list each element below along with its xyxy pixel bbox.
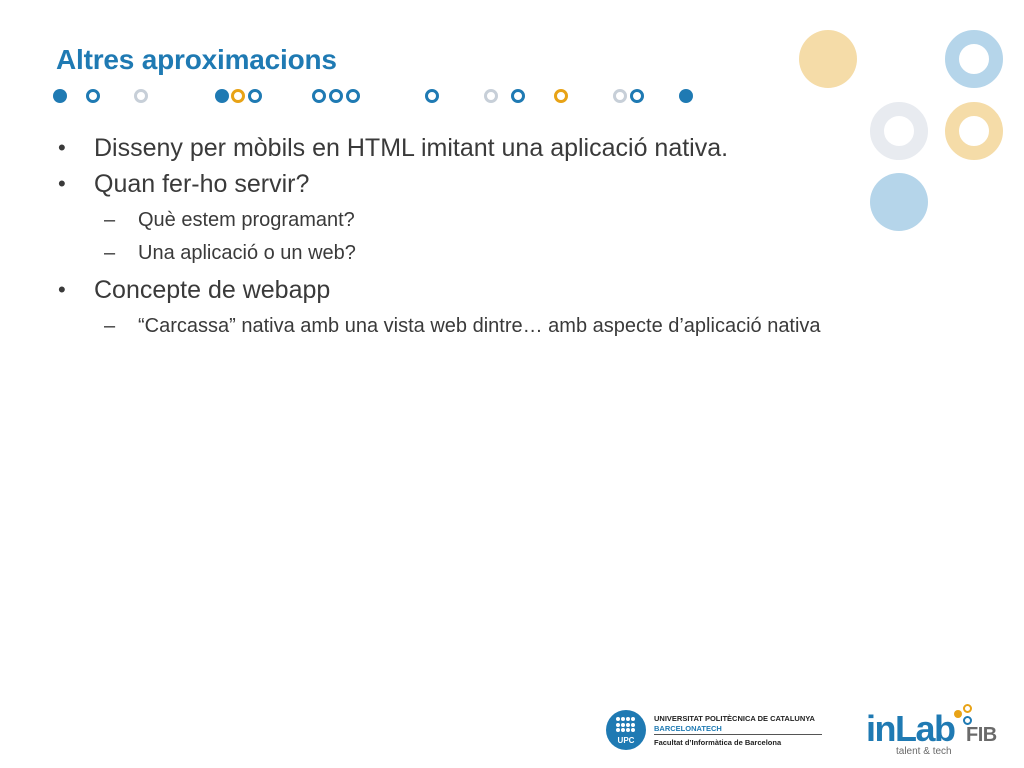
upc-university-name: UNIVERSITAT POLITÈCNICA DE CATALUNYA xyxy=(654,714,815,723)
bullet-item: • Disseny per mòbils en HTML imitant una aplicació nativa. xyxy=(56,130,856,166)
inlab-logo-block xyxy=(866,704,1016,760)
upc-logo-icon xyxy=(606,710,646,750)
dot-decoration xyxy=(346,89,360,103)
circle-decoration xyxy=(945,102,1003,160)
circle-decoration xyxy=(870,102,928,160)
inlab-wordmark xyxy=(866,708,955,750)
dot-decoration xyxy=(425,89,439,103)
sub-bullet-item: – Una aplicació o un web? xyxy=(56,239,838,268)
dot-decoration xyxy=(215,89,229,103)
dot-decoration xyxy=(86,89,100,103)
dot-decoration xyxy=(554,89,568,103)
fib-wordmark: FIB xyxy=(966,724,997,746)
dot-decoration xyxy=(312,89,326,103)
dot-decoration xyxy=(134,89,148,103)
dot-decoration xyxy=(53,89,67,103)
circle-decoration xyxy=(945,30,1003,88)
slide-title: Altres aproximacions xyxy=(56,44,337,75)
inlab-in: in xyxy=(866,708,895,749)
sub-bullet-item: – Què estem programant? xyxy=(56,206,838,235)
upc-divider xyxy=(654,734,822,735)
bullet-item: • Quan fer-ho servir? xyxy=(56,166,856,202)
upc-faculty-name: Facultat d’Informàtica de Barcelona xyxy=(654,738,782,747)
dot-decoration xyxy=(484,89,498,103)
dot-decoration xyxy=(511,89,525,103)
circle-decoration xyxy=(870,173,928,231)
slide-body xyxy=(56,130,856,341)
dot-decoration xyxy=(231,89,245,103)
upc-barcelonatech: BARCELONATECH xyxy=(654,724,722,733)
bullet-item: • Concepte de webapp xyxy=(56,272,856,308)
upc-logo-block xyxy=(606,710,821,754)
upc-badge-text: UPC xyxy=(617,736,635,745)
dot-decoration xyxy=(954,710,962,718)
dot-decoration xyxy=(630,89,644,103)
inlab-lab: Lab xyxy=(895,708,955,749)
dot-decoration xyxy=(963,704,972,713)
dot-decoration xyxy=(679,89,693,103)
title-dot-row xyxy=(0,0,1024,110)
sub-bullet-item: – “Carcassa” nativa amb una vista web dintre… amb aspecte d’aplicació nativa xyxy=(56,312,838,341)
circle-decoration xyxy=(799,30,857,88)
inlab-tagline: talent & tech xyxy=(896,746,952,757)
dot-decoration xyxy=(613,89,627,103)
dot-decoration xyxy=(248,89,262,103)
dot-decoration xyxy=(329,89,343,103)
